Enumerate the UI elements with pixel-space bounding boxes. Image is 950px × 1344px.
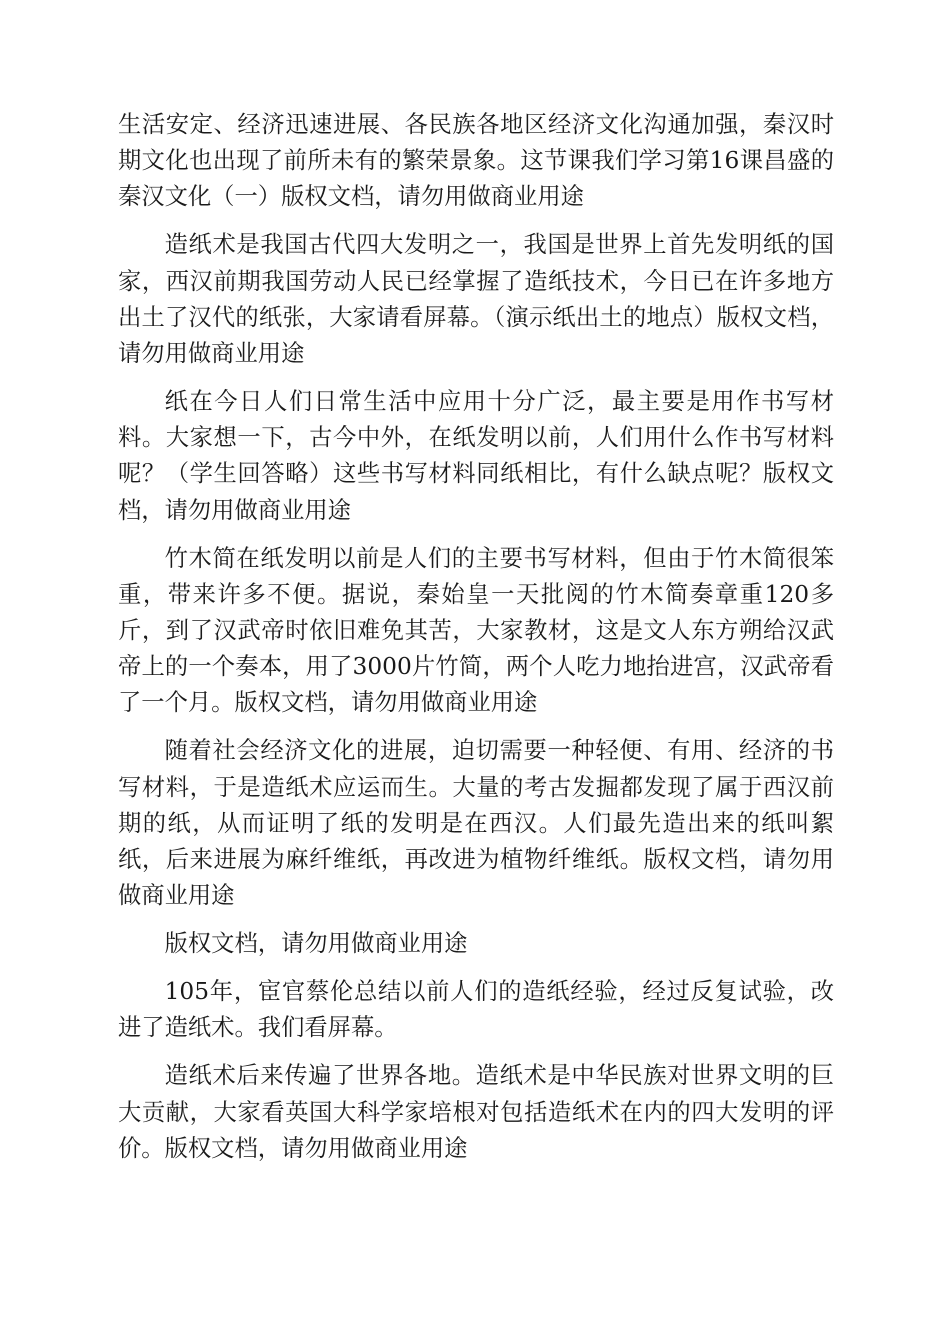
paragraph-1: 生活安定、经济迅速进展、各民族各地区经济文化沟通加强，秦汉时期文化也出现了前所未有的繁荣景象。这节课我们学习第16课昌盛的秦汉文化（一）版权文档，请勿用做商业用途 xyxy=(118,111,834,211)
paragraph-2: 造纸术是我国古代四大发明之一，我国是世界上首先发明纸的国家，西汉前期我国劳动人民已经掌握了造纸技术，今日已在许多地方出土了汉代的纸张，大家请看屏幕。（演示纸出土的地点）版权文档，请勿用做商业用途 xyxy=(118,231,834,368)
paragraph-7: 105年，宦官蔡伦总结以前人们的造纸经验，经过反复试验，改进了造纸术。我们看屏幕。 xyxy=(118,978,834,1042)
paragraph-4: 竹木简在纸发明以前是人们的主要书写材料，但由于竹木简很笨重，带来许多不便。据说，秦始皇一天批阅的竹木简奏章重120多斤，到了汉武帝时依旧难免其苦，大家教材，这是文人东方朔给汉武帝上的一个奏本，用了3000片竹简，两个人吃力地抬进宫，汉武帝看了一个月。版权文档，请勿用做商业用途 xyxy=(118,544,834,717)
document-page xyxy=(118,107,834,1179)
paragraph-5: 随着社会经济文化的进展，迫切需要一种轻便、有用、经济的书写材料，于是造纸术应运而生。大量的考古发掘都发现了属于西汉前期的纸，从而证明了纸的发明是在西汉。人们最先造出来的纸叫絮纸，后来进展为麻纤维纸，再改进为植物纤维纸。版权文档，请勿用做商业用途 xyxy=(118,737,834,910)
paragraph-3: 纸在今日人们日常生活中应用十分广泛，最主要是用作书写材料。大家想一下，古今中外，在纸发明以前，人们用什么作书写材料呢？（学生回答略）这些书写材料同纸相比，有什么缺点呢？版权文档，请勿用做商业用途 xyxy=(118,388,834,524)
paragraph-6: 版权文档，请勿用做商业用途 xyxy=(164,930,468,958)
paragraph-8: 造纸术后来传遍了世界各地。造纸术是中华民族对世界文明的巨大贡献，大家看英国大科学家培根对包括造纸术在内的四大发明的评价。版权文档，请勿用做商业用途 xyxy=(118,1062,834,1162)
